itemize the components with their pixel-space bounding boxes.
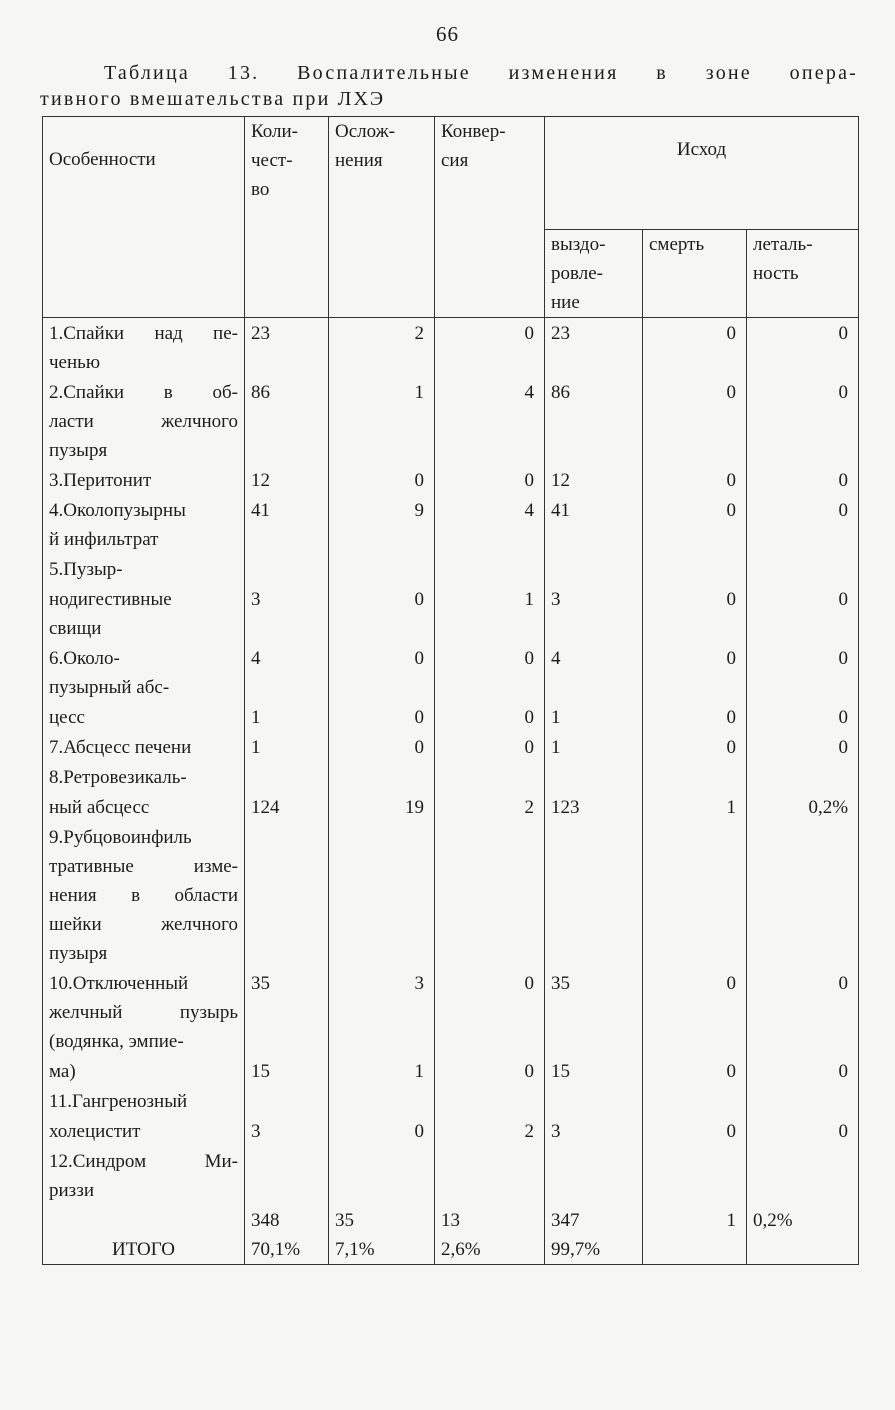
feature-line: ма) bbox=[49, 1061, 76, 1082]
feature-line: ченью bbox=[49, 352, 101, 373]
row-death: 0 bbox=[643, 1116, 747, 1146]
table-row bbox=[43, 554, 859, 584]
row-lethality: 0 bbox=[747, 1056, 859, 1086]
row-complications: 2 bbox=[329, 318, 435, 378]
feature-line: тративные изме- bbox=[49, 856, 238, 877]
row-complications: 0 bbox=[329, 702, 435, 732]
feature-line: 1.Спайки над пе- bbox=[49, 323, 238, 344]
row-complications bbox=[329, 554, 435, 584]
row-conversion: 0 bbox=[435, 1056, 545, 1086]
row-complications: 9 bbox=[329, 495, 435, 554]
feature-line: пузырный абс- bbox=[49, 677, 170, 698]
total-recovery: 347 99,7% bbox=[545, 1205, 643, 1265]
row-conversion: 4 bbox=[435, 377, 545, 465]
row-feature bbox=[43, 643, 245, 702]
row-feature bbox=[43, 465, 245, 495]
row-death: 0 bbox=[643, 968, 747, 1056]
feature-line: цесс bbox=[49, 707, 85, 728]
row-conversion bbox=[435, 554, 545, 584]
table-row bbox=[43, 1116, 859, 1146]
row-conversion: 0 bbox=[435, 968, 545, 1056]
feature-line: свищи bbox=[49, 618, 102, 639]
header-count: Коли- чест- во bbox=[245, 117, 329, 318]
row-lethality: 0 bbox=[747, 732, 859, 762]
feature-line: пузыря bbox=[49, 440, 108, 461]
row-feature bbox=[43, 1086, 245, 1116]
row-conversion: 0 bbox=[435, 732, 545, 762]
row-count: 3 bbox=[245, 584, 329, 643]
row-count: 4 bbox=[245, 643, 329, 702]
row-count: 35 bbox=[245, 968, 329, 1056]
row-lethality bbox=[747, 1086, 859, 1116]
row-count bbox=[245, 762, 329, 792]
row-death bbox=[643, 1146, 747, 1205]
total-lethality: 0,2% bbox=[747, 1205, 859, 1265]
feature-line: 3.Перитонит bbox=[49, 470, 152, 491]
feature-line: 11.Гангренозный bbox=[49, 1091, 188, 1112]
row-lethality bbox=[747, 1146, 859, 1205]
row-feature bbox=[43, 822, 245, 968]
page-number: 66 bbox=[436, 22, 459, 46]
row-count bbox=[245, 1146, 329, 1205]
row-conversion: 2 bbox=[435, 792, 545, 822]
row-lethality: 0 bbox=[747, 702, 859, 732]
feature-line: риззи bbox=[49, 1180, 95, 1201]
row-lethality: 0 bbox=[747, 495, 859, 554]
row-count: 1 bbox=[245, 732, 329, 762]
table-row bbox=[43, 465, 859, 495]
row-conversion: 1 bbox=[435, 584, 545, 643]
row-death: 0 bbox=[643, 702, 747, 732]
row-recovery: 1 bbox=[545, 732, 643, 762]
row-feature bbox=[43, 318, 245, 378]
row-death: 1 bbox=[643, 792, 747, 822]
row-recovery: 41 bbox=[545, 495, 643, 554]
total-count: 348 70,1% bbox=[245, 1205, 329, 1265]
row-feature bbox=[43, 495, 245, 554]
table-row bbox=[43, 643, 859, 702]
feature-line: 5.Пузыр- bbox=[49, 559, 123, 580]
total-label: ИТОГО bbox=[43, 1205, 245, 1265]
row-lethality: 0 bbox=[747, 968, 859, 1056]
row-feature bbox=[43, 1116, 245, 1146]
row-complications: 0 bbox=[329, 465, 435, 495]
feature-line: пузыря bbox=[49, 943, 108, 964]
table-row bbox=[43, 584, 859, 643]
row-recovery: 23 bbox=[545, 318, 643, 378]
row-recovery bbox=[545, 822, 643, 968]
row-death bbox=[643, 554, 747, 584]
row-feature bbox=[43, 554, 245, 584]
row-death: 0 bbox=[643, 377, 747, 465]
row-conversion: 2 bbox=[435, 1116, 545, 1146]
row-count: 12 bbox=[245, 465, 329, 495]
row-conversion bbox=[435, 1086, 545, 1116]
row-conversion: 0 bbox=[435, 465, 545, 495]
header-recovery: выздо- ровле- ние bbox=[545, 230, 643, 318]
header-outcome: Исход bbox=[545, 117, 859, 230]
header-lethality: леталь- ность bbox=[747, 230, 859, 318]
feature-line: (водянка, эмпие- bbox=[49, 1031, 184, 1052]
row-conversion: 0 bbox=[435, 643, 545, 702]
row-complications: 0 bbox=[329, 643, 435, 702]
feature-line: 8.Ретровезикаль- bbox=[49, 767, 187, 788]
row-complications bbox=[329, 1146, 435, 1205]
table-row bbox=[43, 377, 859, 465]
row-lethality: 0,2% bbox=[747, 792, 859, 822]
caption-line-2: тивного вмешательства при ЛХЭ bbox=[40, 88, 386, 110]
row-count: 1 bbox=[245, 702, 329, 732]
table-row bbox=[43, 702, 859, 732]
table-row bbox=[43, 822, 859, 968]
feature-line: 6.Около- bbox=[49, 648, 120, 669]
row-complications bbox=[329, 1086, 435, 1116]
feature-line: холецистит bbox=[49, 1121, 141, 1142]
feature-line: 7.Абсцесс печени bbox=[49, 737, 192, 758]
row-complications: 19 bbox=[329, 792, 435, 822]
feature-line: нения в области bbox=[49, 885, 238, 906]
total-row bbox=[43, 1205, 859, 1265]
row-death: 0 bbox=[643, 1056, 747, 1086]
table-row bbox=[43, 968, 859, 1056]
row-count: 124 bbox=[245, 792, 329, 822]
row-feature bbox=[43, 732, 245, 762]
row-feature bbox=[43, 762, 245, 792]
row-death: 0 bbox=[643, 495, 747, 554]
feature-line: желчный пузырь bbox=[49, 1002, 238, 1023]
row-conversion bbox=[435, 1146, 545, 1205]
row-recovery: 4 bbox=[545, 643, 643, 702]
row-complications: 0 bbox=[329, 584, 435, 643]
row-death: 0 bbox=[643, 318, 747, 378]
header-complications: Ослож- нения bbox=[329, 117, 435, 318]
row-conversion bbox=[435, 762, 545, 792]
row-death: 0 bbox=[643, 732, 747, 762]
feature-line: ный абсцесс bbox=[49, 797, 150, 818]
row-recovery: 3 bbox=[545, 584, 643, 643]
row-count: 23 bbox=[245, 318, 329, 378]
row-death bbox=[643, 762, 747, 792]
row-feature bbox=[43, 1146, 245, 1205]
row-recovery: 123 bbox=[545, 792, 643, 822]
table-caption bbox=[40, 60, 858, 112]
table-row bbox=[43, 495, 859, 554]
row-death bbox=[643, 822, 747, 968]
row-conversion bbox=[435, 822, 545, 968]
feature-line: 2.Спайки в об- bbox=[49, 382, 238, 403]
row-complications: 3 bbox=[329, 968, 435, 1056]
row-feature bbox=[43, 792, 245, 822]
row-count bbox=[245, 822, 329, 968]
row-recovery bbox=[545, 762, 643, 792]
row-count bbox=[245, 554, 329, 584]
row-conversion: 4 bbox=[435, 495, 545, 554]
table-row bbox=[43, 762, 859, 792]
row-recovery: 35 bbox=[545, 968, 643, 1056]
row-complications: 0 bbox=[329, 1116, 435, 1146]
feature-line: 12.Синдром Ми- bbox=[49, 1151, 238, 1172]
header-death: смерть bbox=[643, 230, 747, 318]
row-feature bbox=[43, 968, 245, 1056]
row-lethality: 0 bbox=[747, 643, 859, 702]
table-row bbox=[43, 1086, 859, 1116]
row-complications: 1 bbox=[329, 377, 435, 465]
row-lethality: 0 bbox=[747, 465, 859, 495]
total-complications: 35 7,1% bbox=[329, 1205, 435, 1265]
row-feature bbox=[43, 1056, 245, 1086]
row-recovery: 1 bbox=[545, 702, 643, 732]
row-lethality bbox=[747, 554, 859, 584]
total-death: 1 bbox=[643, 1205, 747, 1265]
row-death: 0 bbox=[643, 465, 747, 495]
table-body bbox=[43, 318, 859, 1265]
row-conversion: 0 bbox=[435, 318, 545, 378]
row-recovery bbox=[545, 1146, 643, 1205]
feature-line: 9.Рубцовоинфиль bbox=[49, 827, 192, 848]
row-lethality bbox=[747, 762, 859, 792]
total-conversion: 13 2,6% bbox=[435, 1205, 545, 1265]
header-conversion: Конвер- сия bbox=[435, 117, 545, 318]
row-count: 15 bbox=[245, 1056, 329, 1086]
row-lethality: 0 bbox=[747, 377, 859, 465]
inflammation-table bbox=[42, 116, 859, 1265]
row-death bbox=[643, 1086, 747, 1116]
row-death: 0 bbox=[643, 584, 747, 643]
row-count: 3 bbox=[245, 1116, 329, 1146]
row-recovery bbox=[545, 1086, 643, 1116]
row-lethality: 0 bbox=[747, 318, 859, 378]
row-feature bbox=[43, 702, 245, 732]
row-lethality bbox=[747, 822, 859, 968]
row-recovery: 15 bbox=[545, 1056, 643, 1086]
row-complications bbox=[329, 762, 435, 792]
feature-line: ласти желчного bbox=[49, 411, 238, 432]
row-count: 41 bbox=[245, 495, 329, 554]
feature-line: 4.Околопузырны bbox=[49, 500, 186, 521]
row-feature bbox=[43, 377, 245, 465]
row-count: 86 bbox=[245, 377, 329, 465]
row-recovery: 3 bbox=[545, 1116, 643, 1146]
row-complications bbox=[329, 822, 435, 968]
row-complications: 1 bbox=[329, 1056, 435, 1086]
row-lethality: 0 bbox=[747, 584, 859, 643]
row-count bbox=[245, 1086, 329, 1116]
row-lethality: 0 bbox=[747, 1116, 859, 1146]
caption-line-1: Таблица 13. Воспалительные изменения в зоне опера- bbox=[104, 62, 858, 84]
header-features: Особенности bbox=[43, 117, 245, 318]
table-row bbox=[43, 792, 859, 822]
row-recovery: 86 bbox=[545, 377, 643, 465]
feature-line: й инфильтрат bbox=[49, 529, 159, 550]
row-complications: 0 bbox=[329, 732, 435, 762]
row-conversion: 0 bbox=[435, 702, 545, 732]
table-row bbox=[43, 1146, 859, 1205]
row-recovery: 12 bbox=[545, 465, 643, 495]
table-row bbox=[43, 1056, 859, 1086]
feature-line: шейки желчного bbox=[49, 914, 238, 935]
row-death: 0 bbox=[643, 643, 747, 702]
row-recovery bbox=[545, 554, 643, 584]
table-row bbox=[43, 318, 859, 378]
feature-line: нодигестивные bbox=[49, 589, 172, 610]
table-row bbox=[43, 732, 859, 762]
row-feature bbox=[43, 584, 245, 643]
feature-line: 10.Отключенный bbox=[49, 973, 189, 994]
